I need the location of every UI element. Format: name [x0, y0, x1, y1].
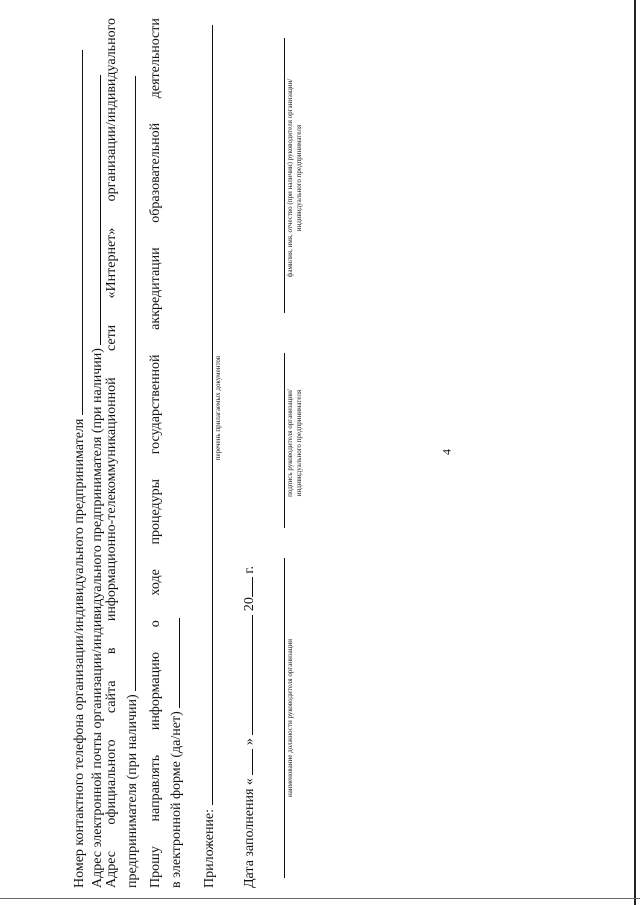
request-line-2: [165, 618, 184, 888]
site-label-continued: предпринимателя (при наличии): [125, 694, 140, 888]
site-word: в: [104, 647, 119, 655]
date-year-prefix: 20: [242, 597, 257, 612]
signature-caption: подпись руководителя организации/индивидуального предпринимателя: [286, 389, 303, 497]
site-line-2: [121, 76, 140, 888]
phone-label: Номер контактного телефона организации/индивидуального предпринимателя: [72, 418, 87, 888]
rotated-form: [58, 18, 338, 888]
request-word: информацию: [148, 651, 163, 731]
phone-line: [68, 50, 87, 888]
request-word: о: [148, 620, 163, 628]
signature-line[interactable]: [284, 353, 285, 528]
date-month-field[interactable]: [238, 615, 253, 735]
attachment-field[interactable]: [198, 25, 213, 805]
request-word: государственной: [148, 354, 163, 455]
request-word: направлять: [148, 754, 163, 822]
request-label-continued: в электронной форме (да/нет): [169, 711, 184, 888]
request-word: ходе: [148, 569, 163, 596]
page-edge-bottom: [0, 898, 640, 899]
date-quote: »: [242, 738, 257, 746]
site-word: сети: [104, 324, 119, 352]
position-caption: наименование должности руководителя организации: [286, 639, 294, 797]
electronic-form-field[interactable]: [165, 618, 180, 708]
request-word: аккредитации: [148, 247, 163, 330]
site-field[interactable]: [121, 76, 136, 691]
request-word: процедуры: [148, 478, 163, 545]
attachment-line: [198, 25, 217, 888]
page-edge: [634, 0, 636, 905]
site-word: сайта: [104, 680, 119, 714]
page-number: 4: [439, 449, 454, 455]
date-day-field[interactable]: [238, 749, 253, 775]
email-label: Адрес электронной почты организации/индивидуального предпринимателя (при наличии): [90, 348, 105, 888]
request-word: деятельности: [148, 18, 163, 99]
phone-field[interactable]: [68, 50, 83, 415]
request-word: Прошу: [148, 846, 163, 888]
email-line: [86, 75, 105, 888]
site-word: информационно-телекоммуникационной: [104, 377, 119, 622]
site-word: официального: [104, 739, 119, 825]
name-caption: фамилия, имя, отчество (при наличии) руководителя организации/индивидуального предпринимателя: [286, 78, 303, 278]
position-signature-line[interactable]: [284, 558, 285, 878]
site-word: «Интернет»: [104, 227, 119, 299]
attachment-label: Приложение:: [202, 808, 217, 888]
date-year-field[interactable]: [238, 577, 253, 597]
attachment-caption: перечень прилагаемых документов: [214, 355, 222, 461]
request-line: [148, 18, 164, 888]
date-label: Дата заполнения «: [242, 778, 257, 888]
date-line: [238, 565, 257, 888]
site-word: организации/индивидуального: [104, 18, 119, 202]
email-field[interactable]: [86, 75, 101, 345]
site-line: [104, 18, 120, 888]
request-word: образовательной: [148, 122, 163, 223]
site-word: Адрес: [104, 850, 119, 888]
date-year-suffix: г.: [242, 565, 257, 574]
name-signature-line[interactable]: [284, 38, 285, 313]
